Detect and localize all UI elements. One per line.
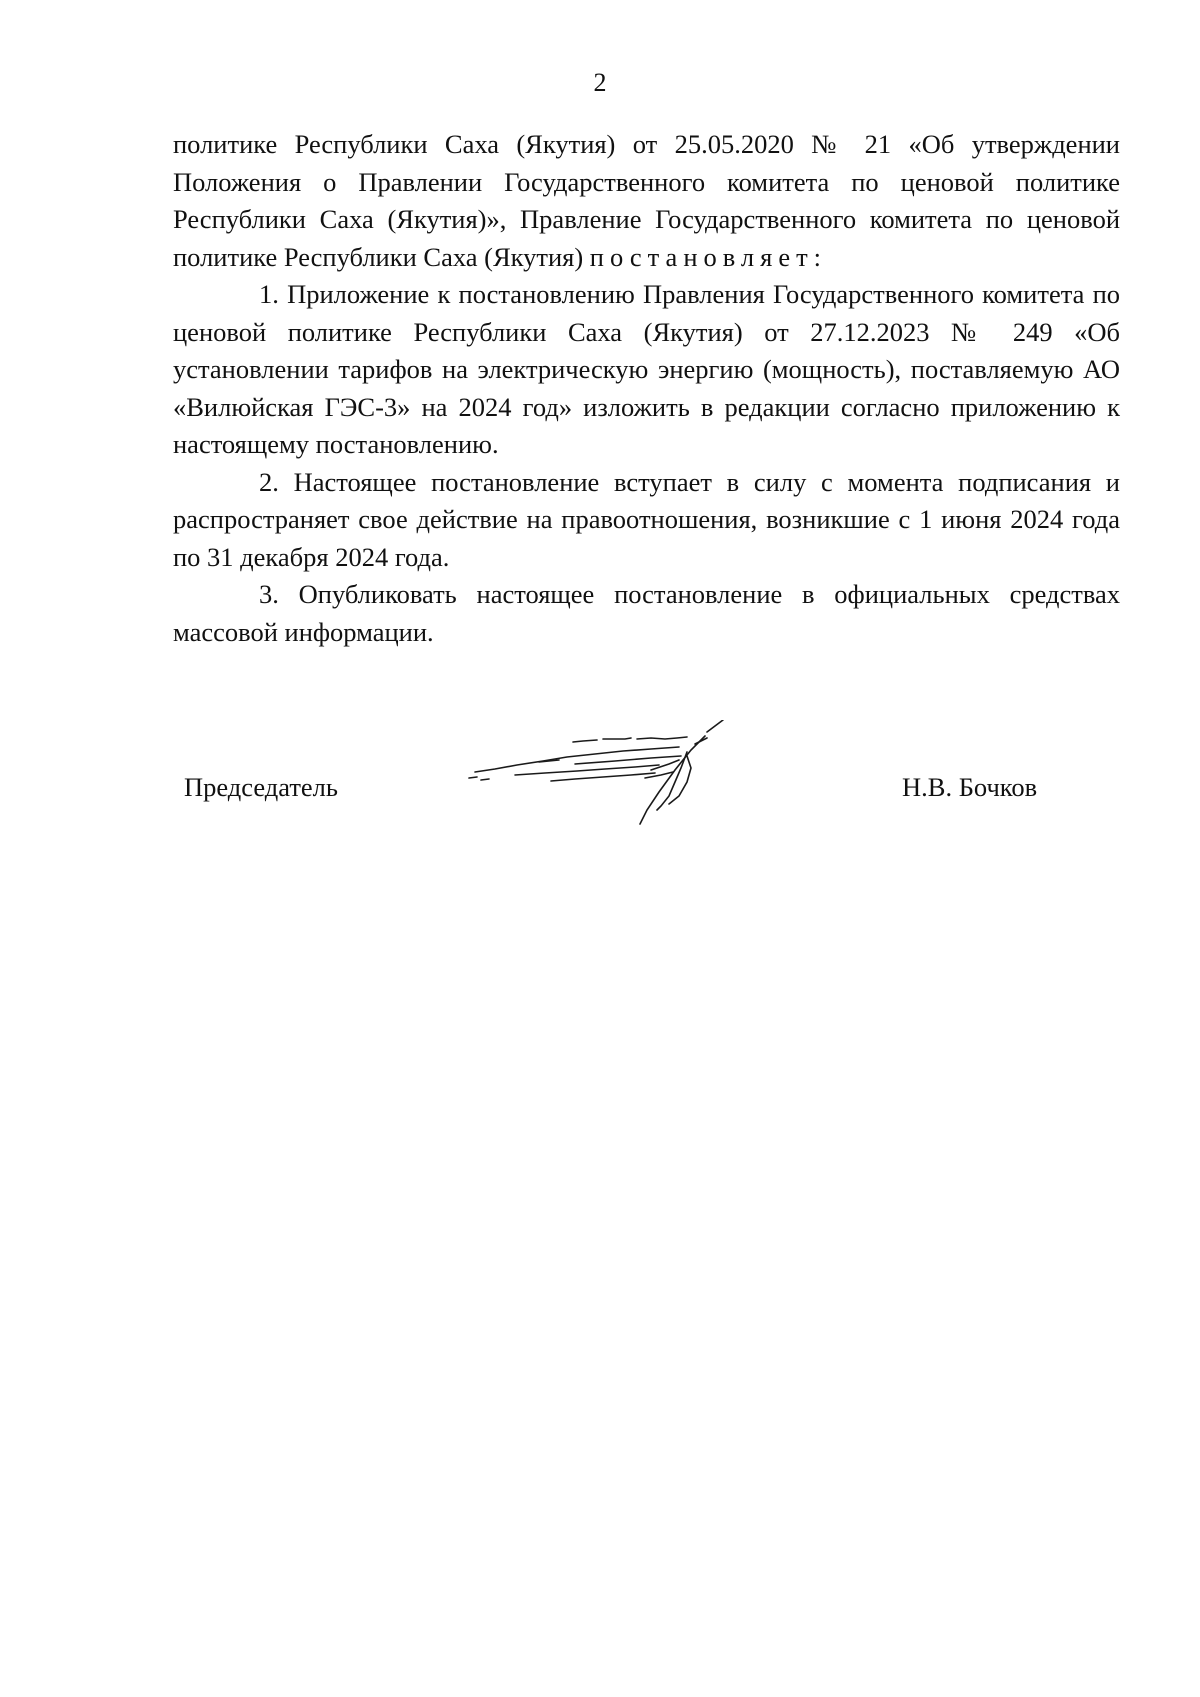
signature-block	[0, 720, 1200, 830]
item-3-paragraph: 3. Опубликовать настоящее постановление в официальных средствах массовой информации.	[173, 579, 1120, 647]
document-body	[173, 126, 1120, 651]
resolves-word: постановляет:	[589, 241, 828, 272]
item-2-paragraph: 2. Настоящее постановление вступает в силу с момента подписания и распространяет свое действие на правоотношения, возникшие с 1 июня 2024 года по 31 декабря 2024 года.	[173, 466, 1120, 572]
intro-paragraph	[173, 126, 1120, 276]
signer-title: Председатель	[184, 772, 338, 802]
handwritten-signature	[455, 720, 765, 830]
item-1-paragraph: 1. Приложение к постановлению Правления Государственного комитета по ценовой политике Республики Саха (Якутия) от 27.12.2023 № 249 «Об установлении тарифов на электрическую энергию (мощность), поставляемую АО «Вилюйская ГЭС-3» на 2024 год» изложить в редакции согласно приложению к настоящему постановлению.	[173, 279, 1120, 459]
intro-text: политике Республики Саха (Якутия) от 25.05.2020 № 21 «Об утверждении Положения о Правлении Государственного комитета по ценовой политике Республики Саха (Якутия)», Правление Государственного комитета по ценовой политике Республики Саха (Якутия)	[173, 129, 1120, 272]
page-number: 2	[593, 68, 607, 97]
signer-name: Н.В. Бочков	[902, 772, 1038, 802]
